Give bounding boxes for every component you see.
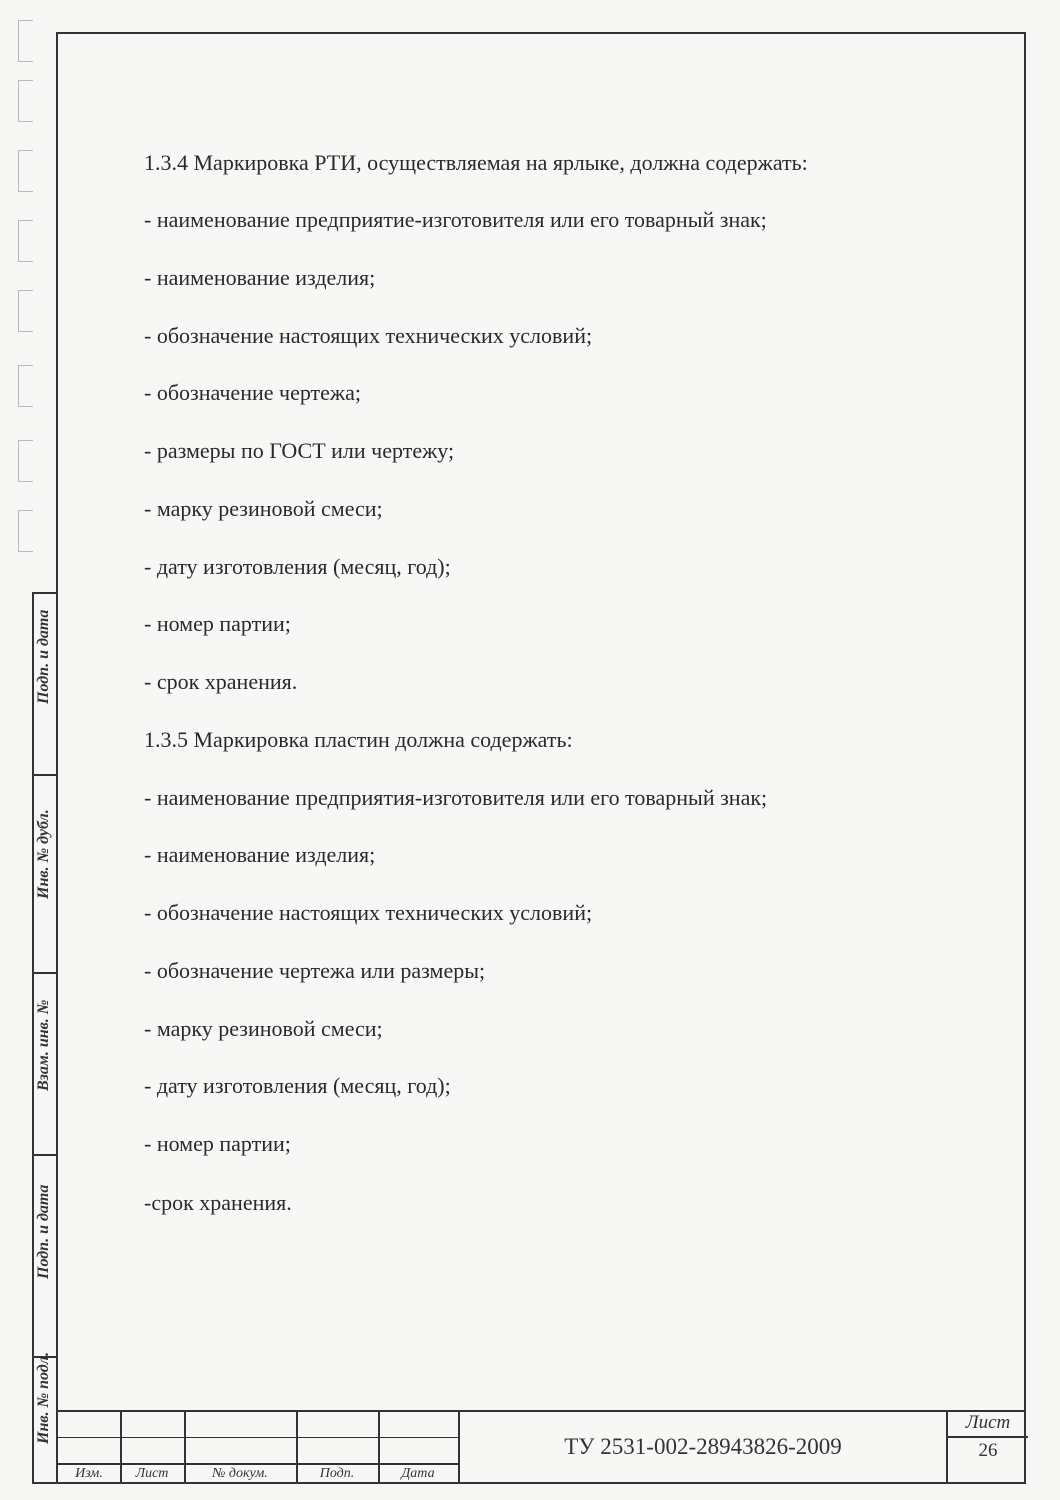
binding-mark: [18, 20, 33, 62]
sheet-number-cell: [946, 1410, 1026, 1484]
binding-mark: [18, 365, 33, 407]
list-item: - наименование изделия;: [144, 265, 376, 290]
designation-text: ТУ 2531-002-28943826-2009: [564, 1434, 842, 1459]
list-item: - номер партии;: [144, 1131, 291, 1156]
column-label: № докум.: [212, 1466, 268, 1481]
sheet-divider: [948, 1436, 1028, 1438]
section-heading: 1.3.4 Маркировка РТИ, осуществляемая на ярлыке, должна содержать:: [144, 150, 808, 175]
binding-mark: [18, 510, 33, 552]
list-item: - срок хранения.: [144, 669, 298, 694]
side-divider: [34, 774, 56, 776]
grid-line: [58, 1437, 458, 1438]
column-label: Изм.: [75, 1466, 103, 1481]
sheet-number: 26: [978, 1440, 998, 1461]
section-heading: 1.3.5 Маркировка пластин должна содержать:: [144, 727, 573, 752]
list-item: - обозначение настоящих технических условий;: [144, 900, 593, 925]
title-block: [58, 1410, 1026, 1484]
list-item: - наименование изделия;: [144, 842, 376, 867]
side-label: Инв. № подл.: [35, 1352, 52, 1444]
side-label: Инв. № дубл.: [35, 809, 52, 899]
list-item: - наименование предприятие-изготовителя или его товарный знак;: [144, 207, 767, 232]
document-designation: [458, 1410, 946, 1484]
binding-strip: [8, 0, 34, 1500]
side-label: Подп. и дата: [35, 1184, 52, 1279]
binding-mark: [18, 80, 33, 122]
list-item: - номер партии;: [144, 611, 291, 636]
list-item: - марку резиновой смеси;: [144, 496, 383, 521]
list-item: - дату изготовления (месяц, год);: [144, 554, 451, 579]
revision-grid: [58, 1410, 458, 1484]
side-label: Взам. инв. №: [35, 999, 52, 1091]
list-item: - обозначение чертежа или размеры;: [144, 958, 486, 983]
column-label: Подп.: [319, 1466, 355, 1481]
list-item: -срок хранения.: [144, 1190, 292, 1215]
column-label: Лист: [135, 1466, 169, 1481]
sheet-label: Лист: [965, 1412, 1011, 1433]
list-item: - наименование предприятия-изготовителя или его товарный знак;: [144, 785, 768, 810]
grid-line: [58, 1463, 458, 1465]
list-item: - марку резиновой смеси;: [144, 1016, 383, 1041]
list-item: - размеры по ГОСТ или чертежу;: [144, 438, 455, 463]
binding-mark: [18, 290, 33, 332]
binding-mark: [18, 440, 33, 482]
list-item: - обозначение чертежа;: [144, 380, 362, 405]
side-divider: [34, 1154, 56, 1156]
side-stamp-table: [32, 592, 56, 1484]
list-item: - обозначение настоящих технических условий;: [144, 323, 593, 348]
side-label: Подп. и дата: [35, 609, 52, 704]
column-label: Дата: [401, 1466, 435, 1481]
side-divider: [34, 972, 56, 974]
binding-mark: [18, 150, 33, 192]
list-item: - дату изготовления (месяц, год);: [144, 1073, 451, 1098]
binding-mark: [18, 220, 33, 262]
document-frame: [56, 32, 1026, 1484]
